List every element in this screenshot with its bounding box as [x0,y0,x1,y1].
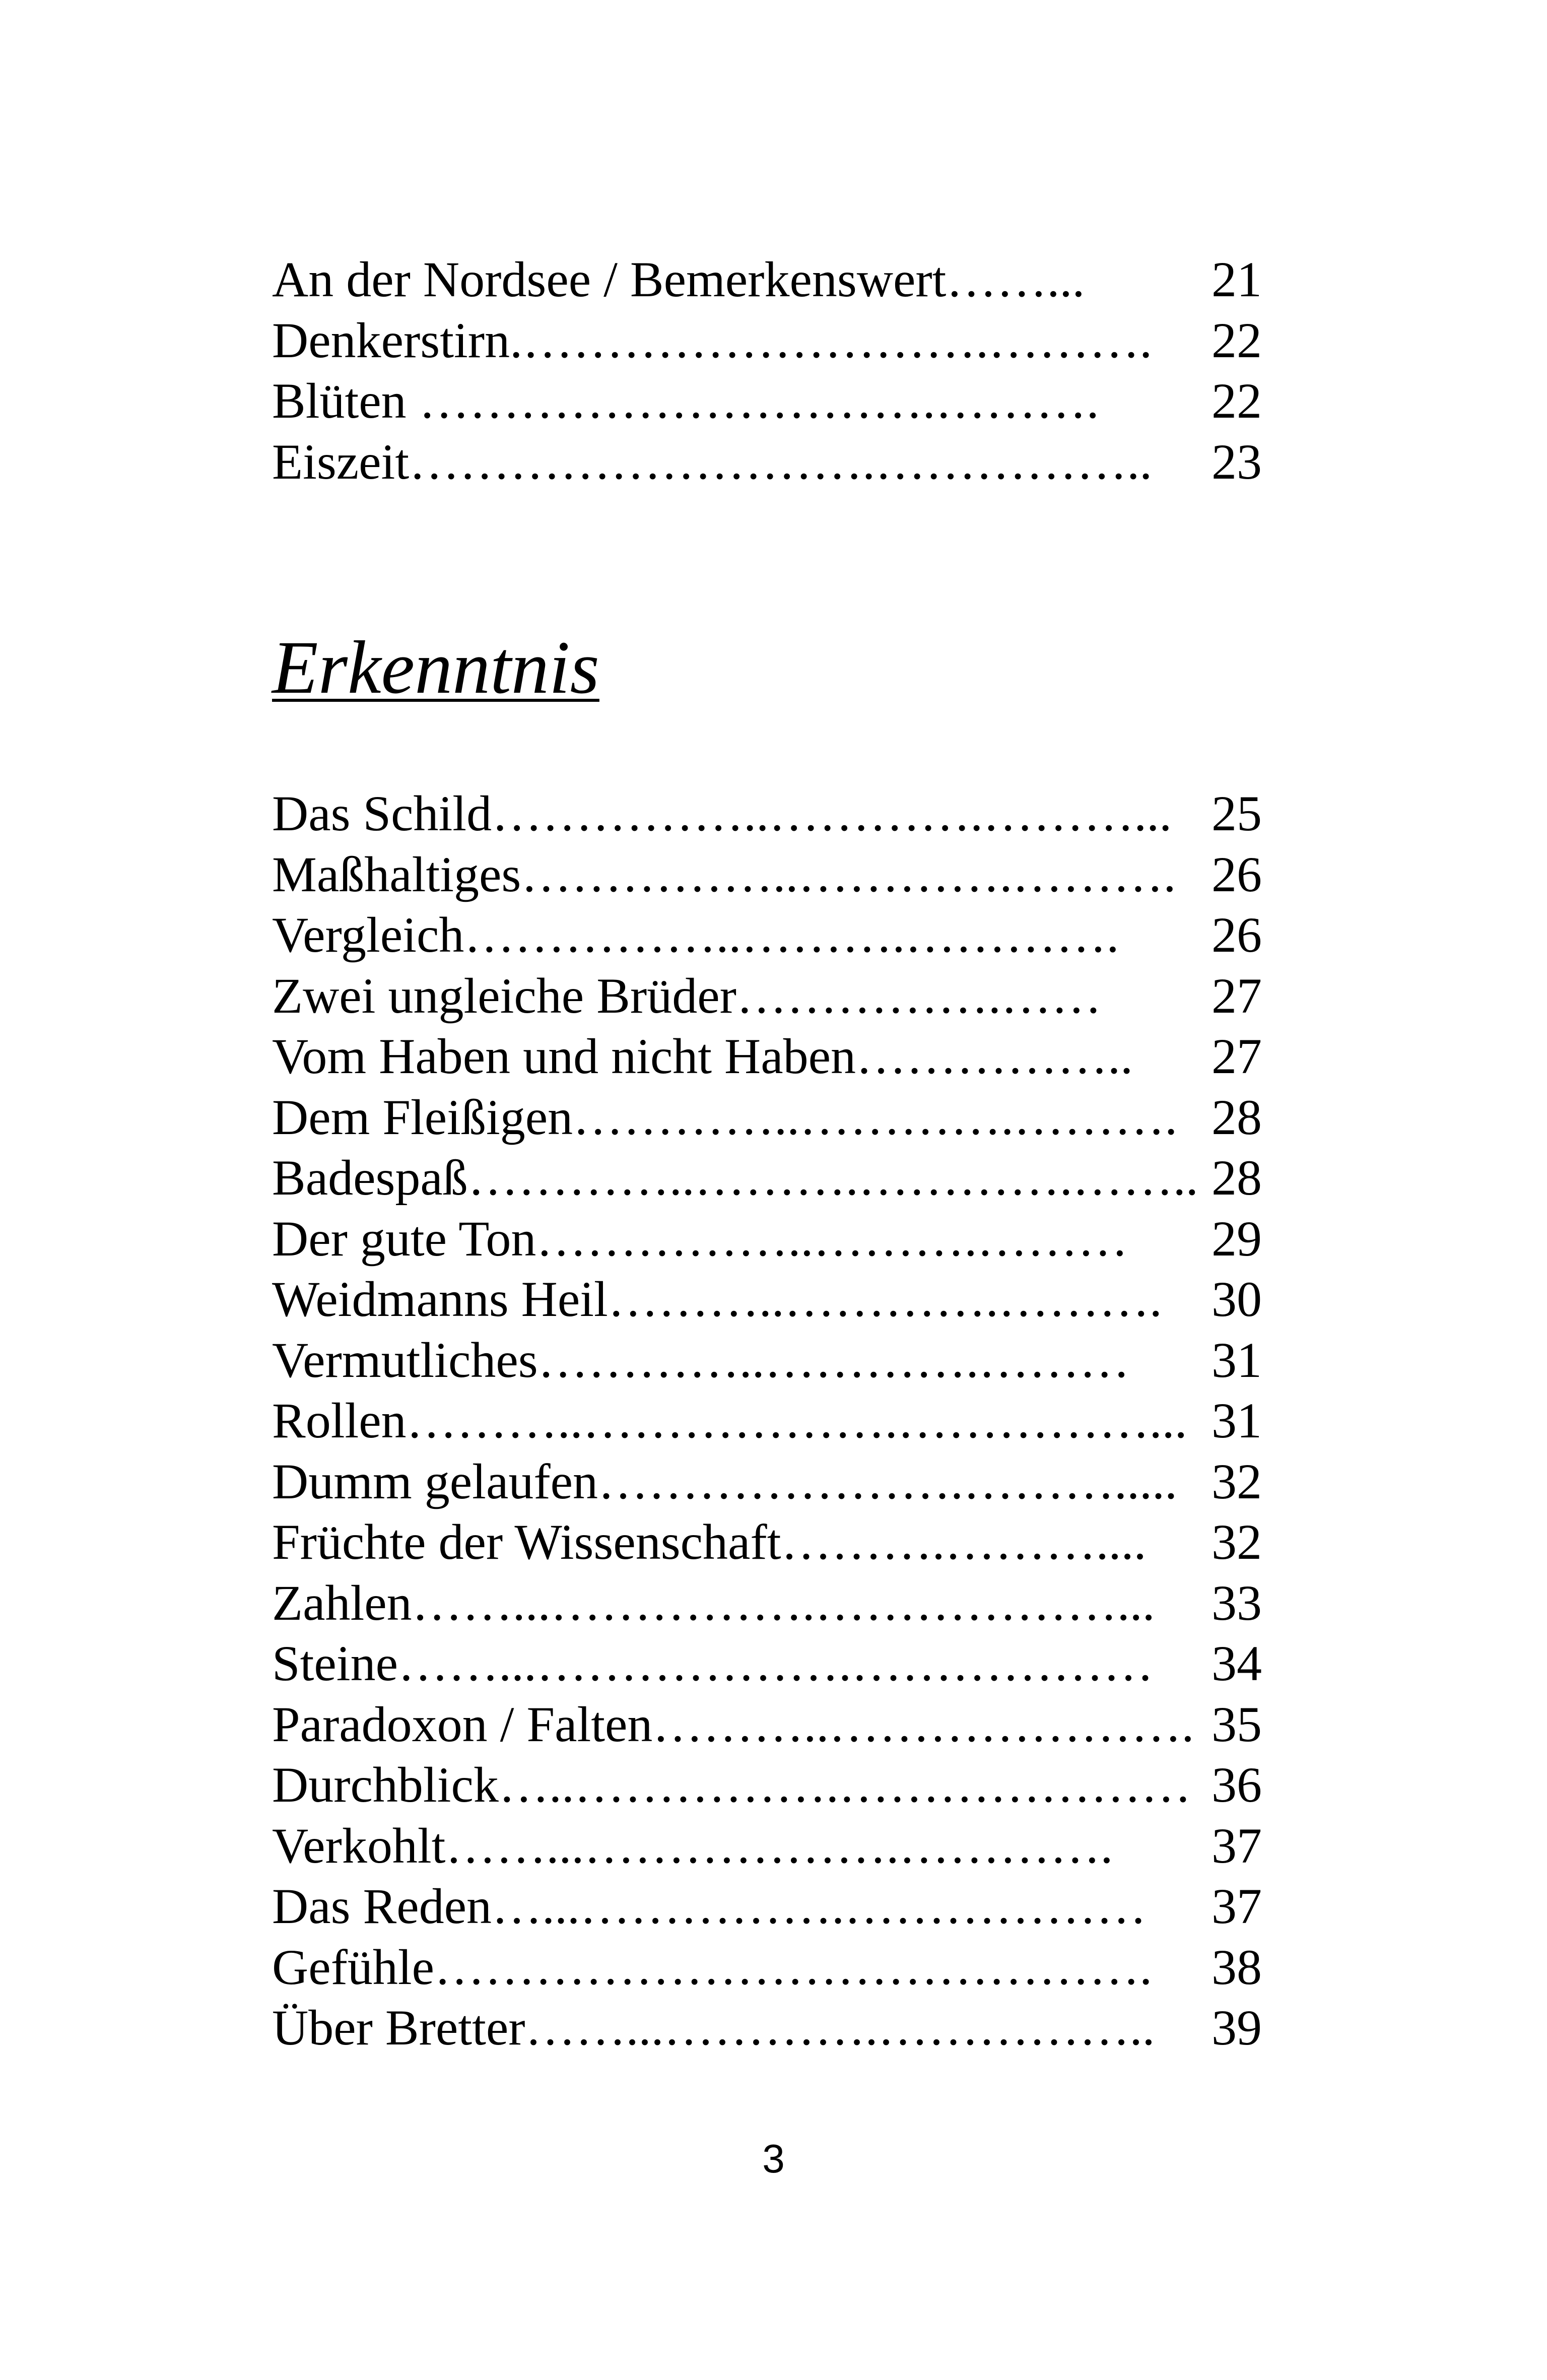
page-number: 3 [762,2136,785,2181]
toc-entry-title: Denkerstirn.……………………….………. [272,312,1153,368]
toc-entry-page: 27 [1212,1028,1262,1084]
toc-entry [272,1148,1280,1209]
toc-list-main [272,783,1280,2059]
toc-entry-page: 26 [1212,907,1262,963]
toc-entry-title: Der gute Ton……………..……….……… [272,1210,1128,1267]
toc-entry-page: 36 [1212,1757,1262,1813]
toc-entry [272,905,1280,966]
toc-entry-page: 29 [1212,1210,1262,1267]
toc-entry [272,966,1280,1027]
toc-entry-page: 32 [1212,1453,1262,1509]
toc-entry-title: Verkohlt……...……………….…………. [272,1817,1113,1874]
toc-entry-title: Zahlen……...…………….………………... [272,1574,1155,1631]
toc-entry-page: 28 [1212,1150,1262,1206]
toc-entry-page: 28 [1212,1089,1262,1145]
toc-entry-title: Paradoxon / Falten………..…………………. [272,1696,1194,1752]
toc-entry [272,1026,1280,1087]
toc-entry-page: 22 [1212,373,1262,429]
toc-entry-title: Zwei ungleiche Brüder…………….…… [272,967,1102,1024]
toc-entry [272,371,1280,432]
toc-entry-page: 25 [1212,785,1262,841]
toc-entry [272,1512,1280,1573]
toc-entry-title: Vom Haben und nicht Haben…………….. [272,1028,1133,1084]
toc-entry [272,432,1280,493]
toc-entry [272,1937,1280,1998]
toc-entry-title: Eiszeit……………………….…………….. [272,433,1153,490]
toc-entry [272,1876,1280,1937]
toc-entry-page: 31 [1212,1393,1262,1448]
toc-entry-page: 30 [1212,1271,1262,1327]
toc-entry [272,310,1280,371]
toc-entry [272,1269,1280,1330]
toc-entry-page: 22 [1212,312,1262,368]
toc-entry-page: 27 [1212,967,1262,1024]
toc-entry-title: Das Schild……………..………….………... [272,785,1172,841]
toc-list-top [272,249,1280,492]
toc-entry-page: 31 [1212,1332,1262,1388]
toc-entry-page: 37 [1212,1817,1262,1874]
toc-entry-title: Rollen………..……………….……………... [272,1393,1187,1448]
toc-entry-page: 33 [1212,1574,1262,1631]
toc-entry-page: 32 [1212,1514,1262,1570]
toc-entry-page: 26 [1212,846,1262,902]
toc-entry-title: Über Bretter……...………….…………….. [272,2000,1155,2056]
section-heading: Erkenntnis [272,626,599,709]
toc-entry-page: 39 [1212,2000,1262,2056]
toc-entry-page: 38 [1212,1939,1262,1995]
toc-entry [272,1391,1280,1451]
toc-entry-page: 23 [1212,433,1262,490]
toc-entry [272,783,1280,844]
toc-entry-title: Blüten ………………………….………. [272,373,1099,429]
toc-entry [272,249,1280,310]
toc-entry [272,1330,1280,1391]
toc-entry-title: Badespaß…………..……….………….…….. [272,1150,1198,1206]
toc-entry [272,1451,1280,1512]
toc-entry-title: Dem Fleißigen…………..………….………. [272,1089,1178,1145]
toc-entry [272,1755,1280,1816]
toc-entry-title: Vergleich……………..……….…………. [272,907,1119,963]
toc-entry-page: 37 [1212,1878,1262,1934]
toc-entry [272,1816,1280,1877]
toc-entry-title: Weidmanns Heil………..………….………. [272,1271,1162,1327]
toc-entry-title: Früchte der Wissenschaft……….……….... [272,1514,1147,1570]
toc-entry-title: Vermutliches…………..………….……… [272,1332,1130,1388]
toc-entry-title: Maßhaltiges……………..………….………. [272,846,1176,902]
toc-entry [272,1633,1280,1694]
toc-entry-page: 35 [1212,1696,1262,1752]
toc-entry-title: Gefühle……………………………………. [272,1939,1153,1995]
toc-entry [272,1998,1280,2059]
toc-entry-title: Dumm gelaufen………………….………..... [272,1453,1178,1509]
toc-entry [272,1694,1280,1755]
toc-entry-title: Das Reden…...…………….……………… [272,1878,1147,1934]
toc-entry [272,844,1280,905]
toc-entry [272,1573,1280,1634]
toc-entry [272,1087,1280,1148]
toc-entry-title: Steine……...……………….……………… [272,1635,1154,1691]
toc-entry-title: Durchblick…..…………….………………… [272,1757,1191,1813]
toc-entry-page: 21 [1212,251,1262,307]
toc-entry [272,1209,1280,1270]
toc-entry-title: An der Nordsee / Bemerkenswert……... [272,251,1085,307]
toc-entry-page: 34 [1212,1635,1262,1691]
